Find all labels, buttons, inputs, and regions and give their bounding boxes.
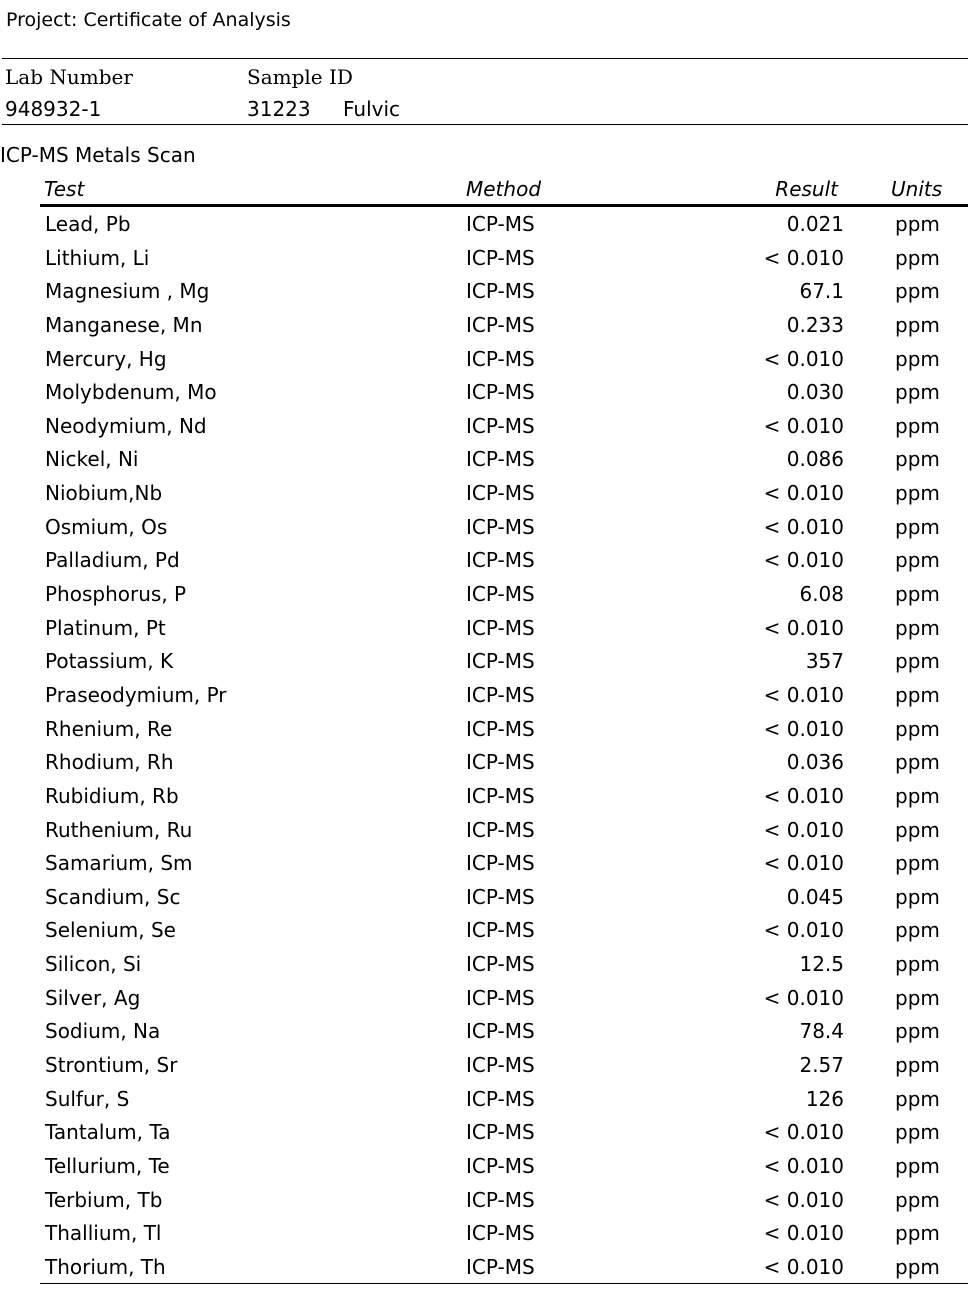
header-test: Test: [44, 177, 85, 201]
cell-units: ppm: [895, 783, 940, 808]
cell-result: 78.4: [799, 1019, 844, 1044]
cell-result: < 0.010: [763, 985, 844, 1010]
cell-result: 357: [805, 649, 844, 674]
cell-test: Rubidium, Rb: [45, 783, 179, 808]
cell-method: ICP-MS: [466, 783, 535, 808]
project-value: Certificate of Analysis: [83, 9, 291, 31]
cell-units: ppm: [895, 1053, 940, 1078]
cell-test: Nickel, Ni: [45, 447, 139, 472]
table-row: [40, 308, 968, 342]
table-row: [40, 1082, 968, 1116]
header-units: Units: [891, 177, 943, 201]
cell-method: ICP-MS: [466, 884, 535, 909]
header-result: Result: [775, 177, 838, 201]
cell-test: Silicon, Si: [45, 952, 142, 977]
cell-result: 0.045: [786, 884, 844, 909]
cell-units: ppm: [895, 279, 940, 304]
cell-test: Mercury, Hg: [45, 346, 167, 371]
cell-units: ppm: [895, 716, 940, 741]
table-row: [40, 981, 968, 1015]
cell-result: < 0.010: [763, 548, 844, 573]
cell-method: ICP-MS: [466, 716, 535, 741]
table-row: [40, 342, 968, 376]
cell-test: Lead, Pb: [45, 212, 131, 236]
cell-test: Ruthenium, Ru: [45, 817, 193, 842]
cell-test: Strontium, Sr: [45, 1053, 178, 1078]
cell-units: ppm: [895, 413, 940, 438]
cell-units: ppm: [895, 952, 940, 977]
table-row: [40, 1014, 968, 1048]
cell-units: ppm: [895, 615, 940, 640]
cell-test: Scandium, Sc: [45, 884, 181, 909]
cell-result: < 0.010: [763, 481, 844, 506]
cell-result: < 0.010: [763, 1221, 844, 1246]
table-row: [40, 577, 968, 611]
cell-method: ICP-MS: [466, 279, 535, 304]
cell-method: ICP-MS: [466, 851, 535, 876]
cell-method: ICP-MS: [466, 245, 535, 270]
cell-method: ICP-MS: [466, 682, 535, 707]
cell-units: ppm: [895, 1254, 940, 1279]
cell-method: ICP-MS: [466, 750, 535, 775]
cell-units: ppm: [895, 1019, 940, 1044]
cell-units: ppm: [895, 514, 940, 539]
cell-units: ppm: [895, 884, 940, 909]
cell-method: ICP-MS: [466, 380, 535, 405]
cell-result: 6.08: [799, 582, 844, 607]
cell-units: ppm: [895, 682, 940, 707]
cell-method: ICP-MS: [466, 346, 535, 371]
cell-method: ICP-MS: [466, 817, 535, 842]
table-row: [40, 1216, 968, 1250]
cell-method: ICP-MS: [466, 1086, 535, 1111]
cell-result: < 0.010: [763, 1254, 844, 1279]
cell-result: 0.036: [786, 750, 844, 775]
table-row: [40, 442, 968, 476]
cell-test: Tellurium, Te: [45, 1153, 170, 1178]
cell-method: ICP-MS: [466, 481, 535, 506]
table-row: [40, 1250, 968, 1284]
cell-method: ICP-MS: [466, 985, 535, 1010]
cell-test: Potassium, K: [45, 649, 174, 674]
cell-test: Magnesium , Mg: [45, 279, 210, 304]
cell-result: 2.57: [799, 1053, 844, 1078]
header-method: Method: [466, 177, 542, 201]
cell-result: 0.233: [786, 312, 844, 337]
lab-number-label: Lab Number: [5, 65, 133, 89]
cell-result: < 0.010: [763, 514, 844, 539]
table-row: [40, 207, 968, 241]
cell-method: ICP-MS: [466, 649, 535, 674]
cell-test: Tantalum, Ta: [45, 1120, 171, 1145]
results-table-body: [40, 207, 968, 1284]
cell-result: < 0.010: [763, 851, 844, 876]
cell-units: ppm: [895, 212, 940, 236]
table-row: [40, 1183, 968, 1217]
cell-units: ppm: [895, 1221, 940, 1246]
cell-method: ICP-MS: [466, 918, 535, 943]
cell-method: ICP-MS: [466, 582, 535, 607]
cell-test: Sulfur, S: [45, 1086, 130, 1111]
cell-result: 0.086: [786, 447, 844, 472]
cell-test: Palladium, Pd: [45, 548, 180, 573]
cell-units: ppm: [895, 312, 940, 337]
table-row: [40, 745, 968, 779]
section-title: ICP-MS Metals Scan: [0, 143, 196, 167]
cell-units: ppm: [895, 851, 940, 876]
cell-units: ppm: [895, 582, 940, 607]
cell-units: ppm: [895, 481, 940, 506]
table-row: [40, 880, 968, 914]
cell-test: Terbium, Tb: [45, 1187, 163, 1212]
cell-method: ICP-MS: [466, 615, 535, 640]
cell-units: ppm: [895, 985, 940, 1010]
cell-test: Manganese, Mn: [45, 312, 203, 337]
cell-result: 12.5: [799, 952, 844, 977]
cell-units: ppm: [895, 245, 940, 270]
table-row: [40, 1048, 968, 1082]
cell-method: ICP-MS: [466, 1221, 535, 1246]
table-row: [40, 409, 968, 443]
cell-result: < 0.010: [763, 413, 844, 438]
table-row: [40, 813, 968, 847]
cell-units: ppm: [895, 380, 940, 405]
cell-method: ICP-MS: [466, 212, 535, 236]
table-row: [40, 611, 968, 645]
cell-method: ICP-MS: [466, 1254, 535, 1279]
cell-units: ppm: [895, 817, 940, 842]
cell-units: ppm: [895, 918, 940, 943]
table-row: [40, 510, 968, 544]
table-row: [40, 913, 968, 947]
table-row: [40, 947, 968, 981]
results-table-header: [40, 174, 968, 207]
project-label: Project:: [6, 9, 78, 31]
cell-test: Neodymium, Nd: [45, 413, 207, 438]
table-row: [40, 274, 968, 308]
table-row: [40, 779, 968, 813]
cell-units: ppm: [895, 447, 940, 472]
sample-name-value: Fulvic: [343, 97, 401, 121]
cell-method: ICP-MS: [466, 1187, 535, 1212]
table-row: [40, 543, 968, 577]
cell-test: Molybdenum, Mo: [45, 380, 217, 405]
cell-method: ICP-MS: [466, 1053, 535, 1078]
cell-result: < 0.010: [763, 346, 844, 371]
cell-method: ICP-MS: [466, 413, 535, 438]
cell-test: Rhenium, Re: [45, 716, 173, 741]
cell-test: Praseodymium, Pr: [45, 682, 227, 707]
project-line: [6, 9, 291, 31]
cell-result: < 0.010: [763, 1187, 844, 1212]
table-row: [40, 241, 968, 275]
cell-test: Sodium, Na: [45, 1019, 161, 1044]
cell-method: ICP-MS: [466, 1153, 535, 1178]
cell-units: ppm: [895, 548, 940, 573]
cell-result: < 0.010: [763, 817, 844, 842]
cell-test: Lithium, Li: [45, 245, 150, 270]
cell-method: ICP-MS: [466, 1019, 535, 1044]
cell-method: ICP-MS: [466, 447, 535, 472]
cell-result: < 0.010: [763, 783, 844, 808]
cell-test: Osmium, Os: [45, 514, 168, 539]
cell-result: < 0.010: [763, 918, 844, 943]
cell-units: ppm: [895, 649, 940, 674]
cell-test: Rhodium, Rh: [45, 750, 174, 775]
cell-test: Phosphorus, P: [45, 582, 187, 607]
table-row: [40, 712, 968, 746]
cell-result: < 0.010: [763, 1120, 844, 1145]
cell-result: 67.1: [799, 279, 844, 304]
cell-units: ppm: [895, 1187, 940, 1212]
cell-result: < 0.010: [763, 716, 844, 741]
cell-test: Samarium, Sm: [45, 851, 193, 876]
cell-result: < 0.010: [763, 682, 844, 707]
cell-method: ICP-MS: [466, 952, 535, 977]
cell-method: ICP-MS: [466, 312, 535, 337]
cell-method: ICP-MS: [466, 514, 535, 539]
cell-test: Silver, Ag: [45, 985, 141, 1010]
table-row: [40, 476, 968, 510]
cell-units: ppm: [895, 750, 940, 775]
cell-method: ICP-MS: [466, 548, 535, 573]
cell-method: ICP-MS: [466, 1120, 535, 1145]
sample-id-label: Sample ID: [247, 65, 353, 89]
cell-result: < 0.010: [763, 245, 844, 270]
cell-result: 126: [805, 1086, 844, 1111]
table-row: [40, 1115, 968, 1149]
cell-result: 0.030: [786, 380, 844, 405]
table-row: [40, 375, 968, 409]
table-row: [40, 644, 968, 678]
cell-test: Selenium, Se: [45, 918, 176, 943]
sample-info-box: [2, 58, 968, 125]
table-bottom-rule: [40, 1283, 968, 1284]
cell-result: < 0.010: [763, 615, 844, 640]
cell-units: ppm: [895, 1153, 940, 1178]
table-row: [40, 1149, 968, 1183]
cell-units: ppm: [895, 346, 940, 371]
cell-units: ppm: [895, 1086, 940, 1111]
cell-result: < 0.010: [763, 1153, 844, 1178]
cell-result: 0.021: [786, 212, 844, 236]
table-row: [40, 846, 968, 880]
lab-number-value: 948932-1: [5, 97, 102, 121]
cell-test: Thorium, Th: [45, 1254, 166, 1279]
cell-units: ppm: [895, 1120, 940, 1145]
cell-test: Thallium, Tl: [45, 1221, 162, 1246]
table-row: [40, 678, 968, 712]
cell-test: Platinum, Pt: [45, 615, 166, 640]
sample-id-value: 31223: [247, 97, 311, 121]
cell-test: Niobium,Nb: [45, 481, 163, 506]
